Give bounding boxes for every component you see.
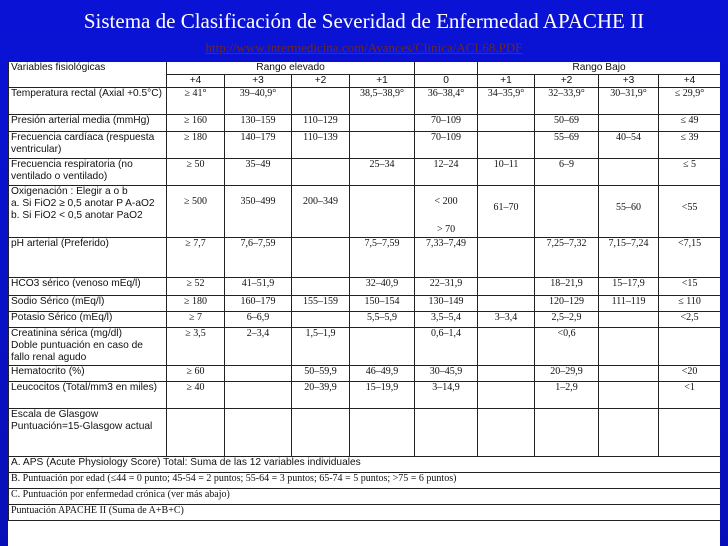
value-cell [535,186,599,238]
value-cell: <15 [659,278,720,296]
value-cell: 46–49,9 [350,366,415,382]
source-link[interactable]: http://www.intermedicina.com/Avances/Clinica/ACL68.PDF [205,40,523,55]
variable-label: Creatinina sérica (mg/dl) Doble puntuación en caso de fallo renal agudo [9,328,167,366]
table-row [9,382,721,409]
variable-label: Presión arterial media (mmHg) [9,115,167,132]
variable-label: Escala de Glasgow Puntuación=15-Glasgow actual [9,409,167,457]
apache-table-card [8,61,720,546]
value-cell: ≥ 180 [167,132,225,159]
table-row [9,159,721,186]
value-cell: 160–179 [225,296,292,312]
header-high-range: Rango elevado [167,62,415,75]
value-cell: ≤ 49 [659,115,720,132]
value-cell: 155–159 [292,296,350,312]
score-header: 0 [415,75,478,88]
value-cell [478,115,535,132]
value-cell: 110–139 [292,132,350,159]
table-row [9,115,721,132]
table-row [9,366,721,382]
value-cell [478,132,535,159]
value-cell: ≥ 40 [167,382,225,409]
footer-total: Puntuación APACHE II (Suma de A+B+C) [9,505,721,521]
value-cell: 41–51,9 [225,278,292,296]
value-a: 200–349 [303,196,338,207]
value-cell: 5,5–5,9 [350,312,415,328]
value-cell [599,312,659,328]
variable-label: Leucocitos (Total/mm3 en miles) [9,382,167,409]
score-header: +3 [225,75,292,88]
value-cell [599,382,659,409]
value-cell: 6–6,9 [225,312,292,328]
value-cell: 30–31,9° [599,88,659,115]
value-cell [292,409,350,457]
value-cell [292,159,350,186]
value-cell: 15–19,9 [350,382,415,409]
score-header: +3 [599,75,659,88]
value-cell: ≥ 180 [167,296,225,312]
value-cell [599,409,659,457]
value-cell [478,278,535,296]
value-cell: 130–159 [225,115,292,132]
variable-label: Potasio Sérico (mEq/l) [9,312,167,328]
value-cell: 120–129 [535,296,599,312]
value-cell: 1,5–1,9 [292,328,350,366]
value-cell: 110–129 [292,115,350,132]
value-a: < 200 [434,196,458,207]
variable-label: Temperatura rectal (Axial +0.5°C) [9,88,167,115]
value-cell [292,88,350,115]
value-cell [535,409,599,457]
value-cell [350,115,415,132]
value-cell: 35–49 [225,159,292,186]
value-cell [225,409,292,457]
value-cell [659,409,720,457]
value-cell: 50–69 [535,115,599,132]
score-header: +1 [478,75,535,88]
value-cell: 150–154 [350,296,415,312]
value-cell [350,328,415,366]
variable-label: Frecuencia cardíaca (respuesta ventricular) [9,132,167,159]
footer-chronic: C. Puntuación por enfermedad crónica (ver más abajo) [9,489,721,505]
table-row [9,328,721,366]
value-cell: 7,15–7,24 [599,238,659,278]
variable-label: Frecuencia respiratoria (no ventilado o ventilado) [9,159,167,186]
header-low-range: Rango Bajo [478,62,720,75]
footer-row [9,505,721,521]
value-cell [478,366,535,382]
value-cell: ≤ 39 [659,132,720,159]
value-cell: ≥ 7,7 [167,238,225,278]
value-cell: 2–3,4 [225,328,292,366]
score-header: +1 [350,75,415,88]
value-cell [350,409,415,457]
value-cell [292,278,350,296]
value-cell: ≥ 3,5 [167,328,225,366]
table-row [9,278,721,296]
value-cell: 39–40,9° [225,88,292,115]
value-cell: 12–24 [415,159,478,186]
value-cell [478,186,535,238]
value-cell: ≥ 160 [167,115,225,132]
table-header-row [9,62,721,75]
score-header: +2 [292,75,350,88]
score-header: +4 [167,75,225,88]
value-cell [167,186,225,238]
value-cell: 7,5–7,59 [350,238,415,278]
value-cell [599,115,659,132]
variable-label: HCO3 sérico (venoso mEq/l) [9,278,167,296]
value-cell [659,328,720,366]
value-cell [225,366,292,382]
table-row [9,409,721,457]
value-cell: 3–14,9 [415,382,478,409]
value-cell [478,382,535,409]
value-cell: 70–109 [415,115,478,132]
value-cell: 20–29,9 [535,366,599,382]
table-row [9,186,721,238]
value-cell [599,159,659,186]
table-row [9,88,721,115]
value-cell [659,186,720,238]
value-cell [350,132,415,159]
value-cell: 36–38,4° [415,88,478,115]
value-cell: ≥ 50 [167,159,225,186]
variable-label: pH arterial (Preferido) [9,238,167,278]
value-cell: <7,15 [659,238,720,278]
table-row [9,132,721,159]
value-cell: 30–45,9 [415,366,478,382]
value-cell: ≥ 60 [167,366,225,382]
value-cell: 3–3,4 [478,312,535,328]
value-cell: 25–34 [350,159,415,186]
footer-aps: A. APS (Acute Physiology Score) Total: Suma de las 12 variables individuales [9,457,721,473]
value-cell [292,238,350,278]
value-cell: 7,33–7,49 [415,238,478,278]
value-cell: 38,5–38,9° [350,88,415,115]
value-cell: <0,6 [535,328,599,366]
value-cell: ≤ 110 [659,296,720,312]
variable-label: Sodio Sérico (mEq/l) [9,296,167,312]
slide-title: Sistema de Clasificación de Severidad de Enfermedad APACHE II [83,9,645,33]
value-cell: 22–31,9 [415,278,478,296]
value-cell: 7,6–7,59 [225,238,292,278]
footer-age: B. Puntuación por edad (≤44 = 0 punto; 45-54 = 2 puntos; 55-64 = 3 puntos; 65-74 = 5 puntos; >75 = 6 puntos) [9,473,721,489]
value-cell: 40–54 [599,132,659,159]
value-cell: ≥ 7 [167,312,225,328]
table-row [9,296,721,312]
value-cell [599,328,659,366]
score-header: +2 [535,75,599,88]
value-cell: ≥ 41° [167,88,225,115]
value-cell [225,186,292,238]
header-variables: Variables fisiológicas [9,62,167,88]
value-cell: 34–35,9° [478,88,535,115]
value-cell [478,409,535,457]
value-cell [478,296,535,312]
value-cell: 7,25–7,32 [535,238,599,278]
value-cell [599,186,659,238]
value-cell: 20–39,9 [292,382,350,409]
footer-row [9,457,721,473]
value-cell: 70–109 [415,132,478,159]
score-header: +4 [659,75,720,88]
value-cell [478,328,535,366]
value-cell [225,382,292,409]
header-blank [415,62,478,75]
value-cell: 32–33,9° [535,88,599,115]
value-cell: 140–179 [225,132,292,159]
value-cell: 32–40,9 [350,278,415,296]
value-b: 61–70 [493,202,519,213]
apache-ii-table [8,61,720,521]
value-cell [350,186,415,238]
value-cell: 55–69 [535,132,599,159]
value-cell [415,409,478,457]
variable-label: Hematocrito (%) [9,366,167,382]
value-cell: ≤ 29,9° [659,88,720,115]
table-row [9,238,721,278]
value-cell [292,186,350,238]
value-cell: 15–17,9 [599,278,659,296]
value-cell: ≥ 52 [167,278,225,296]
footer-row [9,473,721,489]
value-cell: 2,5–2,9 [535,312,599,328]
value-cell: 0,6–1,4 [415,328,478,366]
value-a: ≥ 500 [184,196,207,207]
value-cell: 10–11 [478,159,535,186]
value-cell: <1 [659,382,720,409]
value-cell [599,366,659,382]
value-cell: 6–9 [535,159,599,186]
value-cell: 50–59,9 [292,366,350,382]
value-cell [167,409,225,457]
value-cell: <2,5 [659,312,720,328]
value-cell [478,238,535,278]
value-cell: 1–2,9 [535,382,599,409]
table-row [9,312,721,328]
value-b: > 70 [436,224,456,235]
value-cell: 111–119 [599,296,659,312]
value-cell: 18–21,9 [535,278,599,296]
value-cell [415,186,478,238]
value-b: <55 [681,202,698,213]
value-b: 55–60 [616,202,642,213]
value-a: 350–499 [240,196,276,207]
value-cell: 130–149 [415,296,478,312]
value-cell [292,312,350,328]
value-cell: <20 [659,366,720,382]
variable-label: Oxigenación : Elegir a o b a. Si FiO2 ≥ 0,5 anotar P A-aO2 b. Si FiO2 < 0,5 anotar PaO2 [9,186,167,238]
value-cell: ≤ 5 [659,159,720,186]
value-cell: 3,5–5,4 [415,312,478,328]
footer-row [9,489,721,505]
